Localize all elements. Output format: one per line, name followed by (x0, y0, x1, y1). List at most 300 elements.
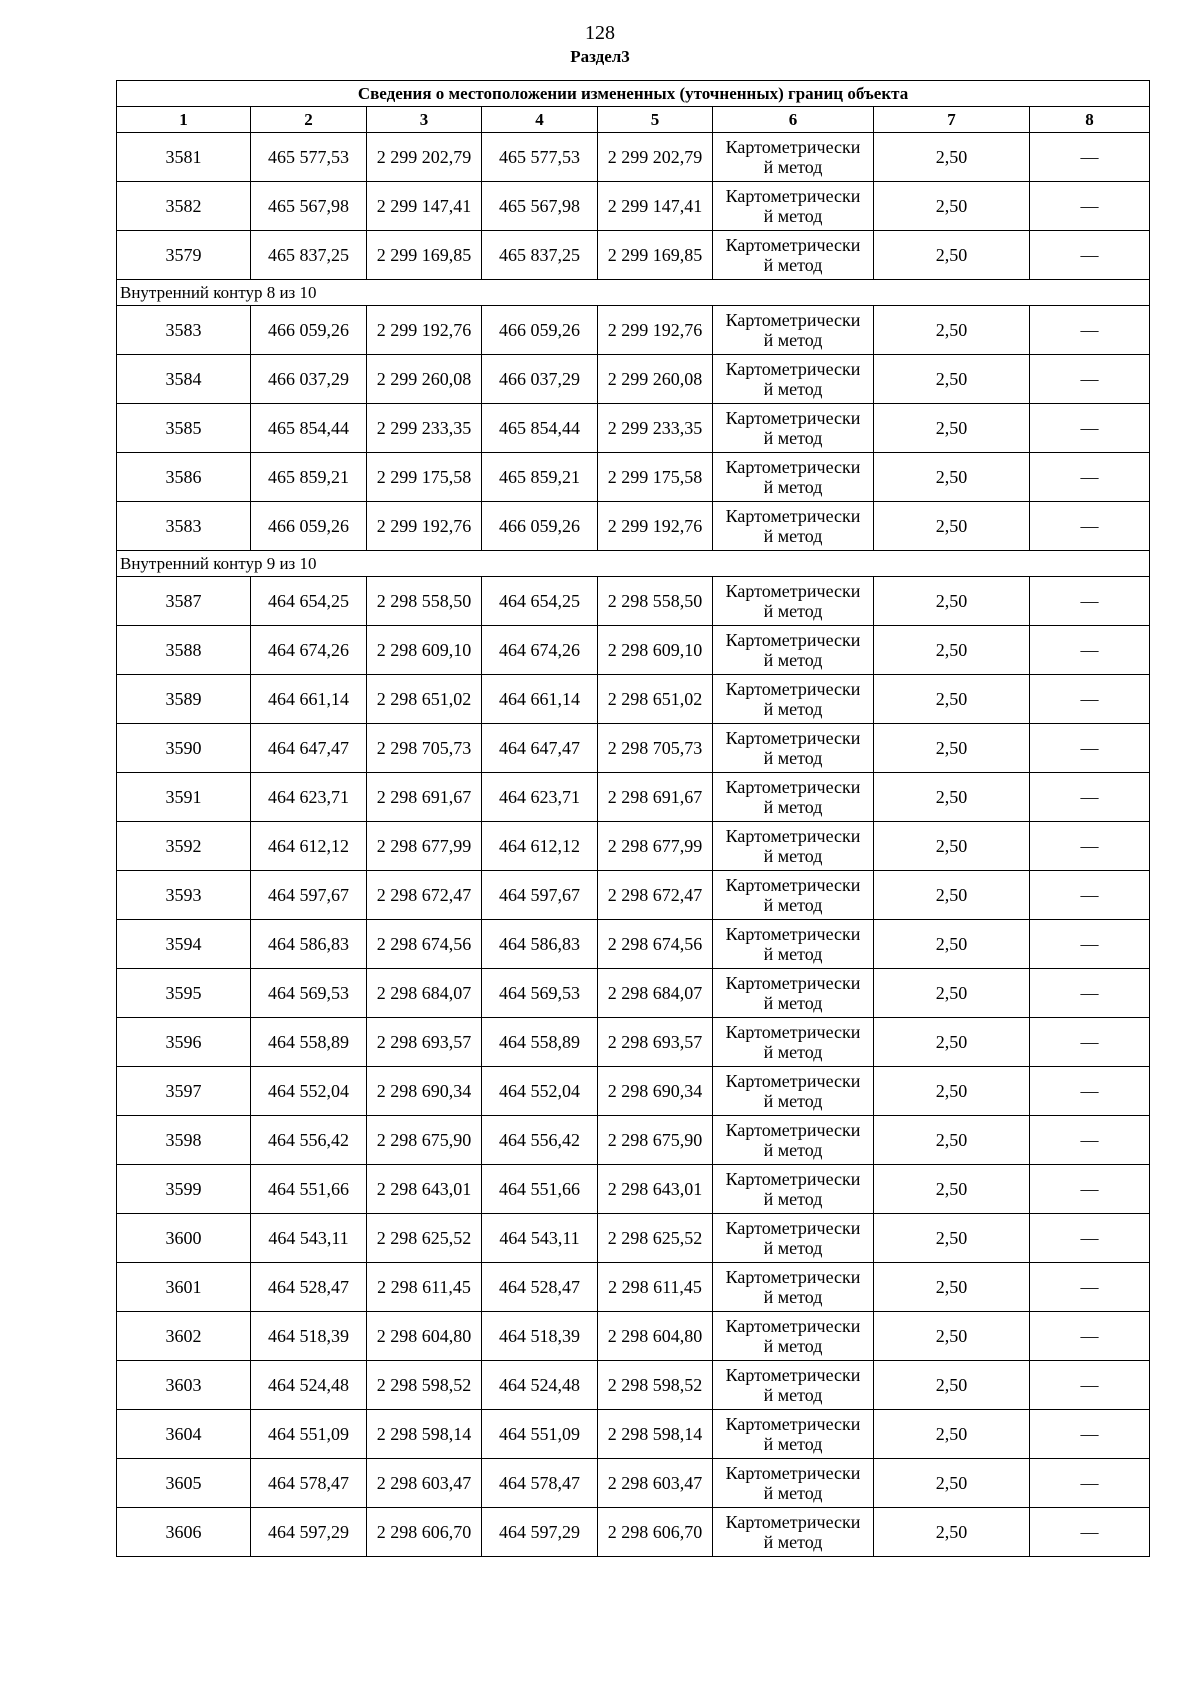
method-line2: й метод (763, 601, 823, 621)
x-existing-cell: 465 854,44 (251, 404, 367, 453)
method-line2: й метод (763, 1287, 823, 1307)
point-number-cell: 3583 (117, 502, 251, 551)
method-line2: й метод (763, 206, 823, 226)
description-cell: — (1030, 355, 1150, 404)
y-new-cell: 2 299 233,35 (598, 404, 713, 453)
y-existing-cell: 2 299 175,58 (367, 453, 482, 502)
x-new-cell: 465 837,25 (482, 231, 598, 280)
description-cell: — (1030, 1410, 1150, 1459)
point-number-cell: 3604 (117, 1410, 251, 1459)
method-line1: Картометрически (725, 1218, 861, 1238)
table-row (117, 675, 1150, 724)
table-header-row (117, 107, 1150, 133)
y-new-cell: 2 299 202,79 (598, 133, 713, 182)
description-cell: — (1030, 182, 1150, 231)
point-number-cell: 3605 (117, 1459, 251, 1508)
x-new-cell: 464 612,12 (482, 822, 598, 871)
table-caption: Сведения о местоположении измененных (уточненных) границ объекта (117, 81, 1150, 107)
y-existing-cell: 2 298 677,99 (367, 822, 482, 871)
y-existing-cell: 2 299 147,41 (367, 182, 482, 231)
y-existing-cell: 2 298 674,56 (367, 920, 482, 969)
x-new-cell: 464 597,67 (482, 871, 598, 920)
method-line1: Картометрически (725, 235, 861, 255)
accuracy-cell: 2,50 (874, 404, 1030, 453)
accuracy-cell: 2,50 (874, 133, 1030, 182)
description-cell: — (1030, 1361, 1150, 1410)
x-existing-cell: 464 578,47 (251, 1459, 367, 1508)
accuracy-cell: 2,50 (874, 773, 1030, 822)
accuracy-cell: 2,50 (874, 1312, 1030, 1361)
method-cell (713, 1508, 874, 1557)
method-cell (713, 1263, 874, 1312)
point-number-cell: 3601 (117, 1263, 251, 1312)
x-existing-cell: 464 543,11 (251, 1214, 367, 1263)
section-title: Раздел3 (570, 47, 630, 66)
table-row (117, 404, 1150, 453)
method-cell (713, 577, 874, 626)
x-existing-cell: 464 597,67 (251, 871, 367, 920)
y-existing-cell: 2 298 690,34 (367, 1067, 482, 1116)
y-new-cell: 2 299 192,76 (598, 306, 713, 355)
point-number-cell: 3579 (117, 231, 251, 280)
method-cell (713, 675, 874, 724)
y-new-cell: 2 299 260,08 (598, 355, 713, 404)
y-new-cell: 2 298 598,52 (598, 1361, 713, 1410)
point-number-cell: 3583 (117, 306, 251, 355)
y-new-cell: 2 298 643,01 (598, 1165, 713, 1214)
table-row (117, 822, 1150, 871)
accuracy-cell: 2,50 (874, 355, 1030, 404)
table-row (117, 577, 1150, 626)
method-line2: й метод (763, 1336, 823, 1356)
y-new-cell: 2 298 625,52 (598, 1214, 713, 1263)
coordinates-table (116, 80, 1150, 1557)
x-new-cell: 464 586,83 (482, 920, 598, 969)
method-cell (713, 133, 874, 182)
y-new-cell: 2 298 611,45 (598, 1263, 713, 1312)
table-row (117, 871, 1150, 920)
y-existing-cell: 2 299 169,85 (367, 231, 482, 280)
method-line2: й метод (763, 1189, 823, 1209)
table-row (117, 182, 1150, 231)
x-existing-cell: 464 551,66 (251, 1165, 367, 1214)
y-new-cell: 2 298 604,80 (598, 1312, 713, 1361)
method-line2: й метод (763, 330, 823, 350)
description-cell: — (1030, 133, 1150, 182)
description-cell: — (1030, 675, 1150, 724)
column-header: 4 (482, 107, 598, 133)
y-existing-cell: 2 298 603,47 (367, 1459, 482, 1508)
table-caption-row (117, 81, 1150, 107)
y-new-cell: 2 298 558,50 (598, 577, 713, 626)
method-cell (713, 1214, 874, 1263)
method-line1: Картометрически (725, 1022, 861, 1042)
method-line2: й метод (763, 379, 823, 399)
x-existing-cell: 464 524,48 (251, 1361, 367, 1410)
description-cell: — (1030, 577, 1150, 626)
y-existing-cell: 2 299 192,76 (367, 306, 482, 355)
y-existing-cell: 2 299 192,76 (367, 502, 482, 551)
method-line2: й метод (763, 993, 823, 1013)
accuracy-cell: 2,50 (874, 1459, 1030, 1508)
y-existing-cell: 2 298 609,10 (367, 626, 482, 675)
point-number-cell: 3587 (117, 577, 251, 626)
method-cell (713, 773, 874, 822)
method-line1: Картометрически (725, 1169, 861, 1189)
accuracy-cell: 2,50 (874, 1067, 1030, 1116)
method-cell (713, 404, 874, 453)
description-cell: — (1030, 920, 1150, 969)
method-line1: Картометрически (725, 973, 861, 993)
x-existing-cell: 465 567,98 (251, 182, 367, 231)
x-existing-cell: 464 518,39 (251, 1312, 367, 1361)
method-line1: Картометрически (725, 826, 861, 846)
method-line1: Картометрически (725, 679, 861, 699)
point-number-cell: 3600 (117, 1214, 251, 1263)
method-cell (713, 231, 874, 280)
x-new-cell: 464 551,66 (482, 1165, 598, 1214)
x-new-cell: 464 654,25 (482, 577, 598, 626)
table-row (117, 355, 1150, 404)
x-existing-cell: 464 586,83 (251, 920, 367, 969)
method-line1: Картометрически (725, 1512, 861, 1532)
y-existing-cell: 2 298 705,73 (367, 724, 482, 773)
y-existing-cell: 2 298 693,57 (367, 1018, 482, 1067)
table-row (117, 306, 1150, 355)
table-row (117, 133, 1150, 182)
accuracy-cell: 2,50 (874, 920, 1030, 969)
description-cell: — (1030, 871, 1150, 920)
method-line2: й метод (763, 1532, 823, 1552)
description-cell: — (1030, 306, 1150, 355)
description-cell: — (1030, 822, 1150, 871)
point-number-cell: 3591 (117, 773, 251, 822)
method-line1: Картометрически (725, 186, 861, 206)
table-row (117, 231, 1150, 280)
description-cell: — (1030, 773, 1150, 822)
method-cell (713, 1165, 874, 1214)
description-cell: — (1030, 1116, 1150, 1165)
x-existing-cell: 464 647,47 (251, 724, 367, 773)
accuracy-cell: 2,50 (874, 675, 1030, 724)
method-line2: й метод (763, 944, 823, 964)
method-line2: й метод (763, 895, 823, 915)
table-row (117, 920, 1150, 969)
method-line1: Картометрически (725, 408, 861, 428)
accuracy-cell: 2,50 (874, 1361, 1030, 1410)
table-row (117, 724, 1150, 773)
column-header: 2 (251, 107, 367, 133)
column-header: 5 (598, 107, 713, 133)
y-new-cell: 2 299 175,58 (598, 453, 713, 502)
method-cell (713, 1459, 874, 1508)
y-existing-cell: 2 298 558,50 (367, 577, 482, 626)
y-existing-cell: 2 298 598,52 (367, 1361, 482, 1410)
y-existing-cell: 2 298 672,47 (367, 871, 482, 920)
point-number-cell: 3586 (117, 453, 251, 502)
method-line1: Картометрически (725, 359, 861, 379)
x-existing-cell: 464 556,42 (251, 1116, 367, 1165)
y-existing-cell: 2 298 611,45 (367, 1263, 482, 1312)
method-cell (713, 920, 874, 969)
method-line2: й метод (763, 1483, 823, 1503)
y-new-cell: 2 298 693,57 (598, 1018, 713, 1067)
x-new-cell: 465 854,44 (482, 404, 598, 453)
method-cell (713, 1067, 874, 1116)
contour-label: Внутренний контур 8 из 10 (117, 280, 1150, 306)
x-existing-cell: 464 661,14 (251, 675, 367, 724)
x-new-cell: 464 578,47 (482, 1459, 598, 1508)
point-number-cell: 3603 (117, 1361, 251, 1410)
y-new-cell: 2 298 674,56 (598, 920, 713, 969)
description-cell: — (1030, 1263, 1150, 1312)
x-existing-cell: 464 552,04 (251, 1067, 367, 1116)
contour-label: Внутренний контур 9 из 10 (117, 551, 1150, 577)
contour-row (117, 551, 1150, 577)
method-line2: й метод (763, 1091, 823, 1111)
y-existing-cell: 2 298 651,02 (367, 675, 482, 724)
description-cell: — (1030, 502, 1150, 551)
x-existing-cell: 464 558,89 (251, 1018, 367, 1067)
point-number-cell: 3596 (117, 1018, 251, 1067)
x-new-cell: 465 577,53 (482, 133, 598, 182)
x-new-cell: 466 059,26 (482, 502, 598, 551)
accuracy-cell: 2,50 (874, 1165, 1030, 1214)
method-line2: й метод (763, 699, 823, 719)
column-header: 8 (1030, 107, 1150, 133)
y-new-cell: 2 299 169,85 (598, 231, 713, 280)
method-cell (713, 306, 874, 355)
table-row (117, 1410, 1150, 1459)
method-line1: Картометрически (725, 1316, 861, 1336)
accuracy-cell: 2,50 (874, 1508, 1030, 1557)
point-number-cell: 3592 (117, 822, 251, 871)
accuracy-cell: 2,50 (874, 1214, 1030, 1263)
method-line2: й метод (763, 650, 823, 670)
table-row (117, 1361, 1150, 1410)
method-line1: Картометрически (725, 875, 861, 895)
accuracy-cell: 2,50 (874, 502, 1030, 551)
table-row (117, 626, 1150, 675)
y-existing-cell: 2 298 625,52 (367, 1214, 482, 1263)
point-number-cell: 3589 (117, 675, 251, 724)
method-line2: й метод (763, 477, 823, 497)
description-cell: — (1030, 1165, 1150, 1214)
x-existing-cell: 464 528,47 (251, 1263, 367, 1312)
method-line2: й метод (763, 526, 823, 546)
method-line1: Картометрически (725, 1365, 861, 1385)
method-line1: Картометрически (725, 581, 861, 601)
y-new-cell: 2 298 598,14 (598, 1410, 713, 1459)
table-row (117, 502, 1150, 551)
x-existing-cell: 464 623,71 (251, 773, 367, 822)
x-new-cell: 464 597,29 (482, 1508, 598, 1557)
y-new-cell: 2 298 684,07 (598, 969, 713, 1018)
method-line2: й метод (763, 157, 823, 177)
description-cell: — (1030, 1067, 1150, 1116)
y-new-cell: 2 298 675,90 (598, 1116, 713, 1165)
y-new-cell: 2 298 677,99 (598, 822, 713, 871)
x-existing-cell: 466 037,29 (251, 355, 367, 404)
page-number: 128 (585, 22, 615, 44)
method-line2: й метод (763, 1434, 823, 1454)
description-cell: — (1030, 1312, 1150, 1361)
method-line2: й метод (763, 1140, 823, 1160)
y-existing-cell: 2 299 202,79 (367, 133, 482, 182)
method-line2: й метод (763, 797, 823, 817)
x-existing-cell: 464 597,29 (251, 1508, 367, 1557)
description-cell: — (1030, 1508, 1150, 1557)
x-new-cell: 465 859,21 (482, 453, 598, 502)
accuracy-cell: 2,50 (874, 1410, 1030, 1459)
table-row (117, 1165, 1150, 1214)
point-number-cell: 3602 (117, 1312, 251, 1361)
x-new-cell: 464 528,47 (482, 1263, 598, 1312)
method-cell (713, 453, 874, 502)
x-new-cell: 464 558,89 (482, 1018, 598, 1067)
method-line1: Картометрически (725, 728, 861, 748)
method-cell (713, 182, 874, 231)
x-new-cell: 465 567,98 (482, 182, 598, 231)
point-number-cell: 3581 (117, 133, 251, 182)
method-cell (713, 502, 874, 551)
x-existing-cell: 464 674,26 (251, 626, 367, 675)
y-new-cell: 2 298 691,67 (598, 773, 713, 822)
y-new-cell: 2 298 606,70 (598, 1508, 713, 1557)
x-new-cell: 464 623,71 (482, 773, 598, 822)
x-existing-cell: 466 059,26 (251, 502, 367, 551)
accuracy-cell: 2,50 (874, 306, 1030, 355)
table-row (117, 453, 1150, 502)
point-number-cell: 3598 (117, 1116, 251, 1165)
method-line1: Картометрически (725, 1120, 861, 1140)
table-row (117, 1312, 1150, 1361)
x-new-cell: 464 661,14 (482, 675, 598, 724)
method-cell (713, 871, 874, 920)
method-line1: Картометрически (725, 310, 861, 330)
method-cell (713, 724, 874, 773)
x-new-cell: 464 647,47 (482, 724, 598, 773)
method-line1: Картометрически (725, 1414, 861, 1434)
table-row (117, 1263, 1150, 1312)
x-new-cell: 464 518,39 (482, 1312, 598, 1361)
description-cell: — (1030, 1018, 1150, 1067)
accuracy-cell: 2,50 (874, 1018, 1030, 1067)
method-line1: Картометрически (725, 777, 861, 797)
x-new-cell: 464 552,04 (482, 1067, 598, 1116)
y-existing-cell: 2 299 260,08 (367, 355, 482, 404)
x-existing-cell: 465 837,25 (251, 231, 367, 280)
method-cell (713, 1410, 874, 1459)
table-row (117, 773, 1150, 822)
point-number-cell: 3588 (117, 626, 251, 675)
point-number-cell: 3594 (117, 920, 251, 969)
y-existing-cell: 2 298 606,70 (367, 1508, 482, 1557)
method-line1: Картометрически (725, 924, 861, 944)
method-cell (713, 626, 874, 675)
x-existing-cell: 464 551,09 (251, 1410, 367, 1459)
method-line1: Картометрически (725, 1463, 861, 1483)
y-new-cell: 2 299 192,76 (598, 502, 713, 551)
x-existing-cell: 466 059,26 (251, 306, 367, 355)
accuracy-cell: 2,50 (874, 577, 1030, 626)
column-header: 7 (874, 107, 1030, 133)
method-line2: й метод (763, 255, 823, 275)
accuracy-cell: 2,50 (874, 231, 1030, 280)
table-row (117, 1067, 1150, 1116)
x-new-cell: 464 543,11 (482, 1214, 598, 1263)
y-existing-cell: 2 298 598,14 (367, 1410, 482, 1459)
point-number-cell: 3597 (117, 1067, 251, 1116)
y-new-cell: 2 298 690,34 (598, 1067, 713, 1116)
method-cell (713, 1361, 874, 1410)
accuracy-cell: 2,50 (874, 1263, 1030, 1312)
method-cell (713, 1018, 874, 1067)
table-row (117, 1214, 1150, 1263)
description-cell: — (1030, 1459, 1150, 1508)
description-cell: — (1030, 453, 1150, 502)
point-number-cell: 3584 (117, 355, 251, 404)
column-header: 6 (713, 107, 874, 133)
x-new-cell: 464 674,26 (482, 626, 598, 675)
method-line2: й метод (763, 748, 823, 768)
method-cell (713, 1116, 874, 1165)
y-new-cell: 2 298 603,47 (598, 1459, 713, 1508)
column-header: 1 (117, 107, 251, 133)
table-row (117, 1508, 1150, 1557)
y-new-cell: 2 298 651,02 (598, 675, 713, 724)
y-existing-cell: 2 298 604,80 (367, 1312, 482, 1361)
y-existing-cell: 2 298 691,67 (367, 773, 482, 822)
description-cell: — (1030, 231, 1150, 280)
method-line2: й метод (763, 1385, 823, 1405)
description-cell: — (1030, 969, 1150, 1018)
method-line1: Картометрически (725, 506, 861, 526)
accuracy-cell: 2,50 (874, 626, 1030, 675)
x-new-cell: 466 037,29 (482, 355, 598, 404)
x-new-cell: 466 059,26 (482, 306, 598, 355)
description-cell: — (1030, 404, 1150, 453)
method-cell (713, 822, 874, 871)
point-number-cell: 3590 (117, 724, 251, 773)
x-new-cell: 464 569,53 (482, 969, 598, 1018)
y-new-cell: 2 299 147,41 (598, 182, 713, 231)
table-row (117, 1018, 1150, 1067)
column-header: 3 (367, 107, 482, 133)
method-line1: Картометрически (725, 137, 861, 157)
x-new-cell: 464 551,09 (482, 1410, 598, 1459)
x-new-cell: 464 556,42 (482, 1116, 598, 1165)
method-line2: й метод (763, 846, 823, 866)
y-existing-cell: 2 298 643,01 (367, 1165, 482, 1214)
x-existing-cell: 464 612,12 (251, 822, 367, 871)
point-number-cell: 3595 (117, 969, 251, 1018)
y-new-cell: 2 298 609,10 (598, 626, 713, 675)
contour-row (117, 280, 1150, 306)
point-number-cell: 3582 (117, 182, 251, 231)
accuracy-cell: 2,50 (874, 871, 1030, 920)
accuracy-cell: 2,50 (874, 724, 1030, 773)
description-cell: — (1030, 626, 1150, 675)
method-line1: Картометрически (725, 1071, 861, 1091)
description-cell: — (1030, 724, 1150, 773)
method-line2: й метод (763, 1042, 823, 1062)
x-new-cell: 464 524,48 (482, 1361, 598, 1410)
table-body (117, 81, 1150, 1557)
method-line1: Картометрически (725, 457, 861, 477)
x-existing-cell: 464 654,25 (251, 577, 367, 626)
method-cell (713, 355, 874, 404)
